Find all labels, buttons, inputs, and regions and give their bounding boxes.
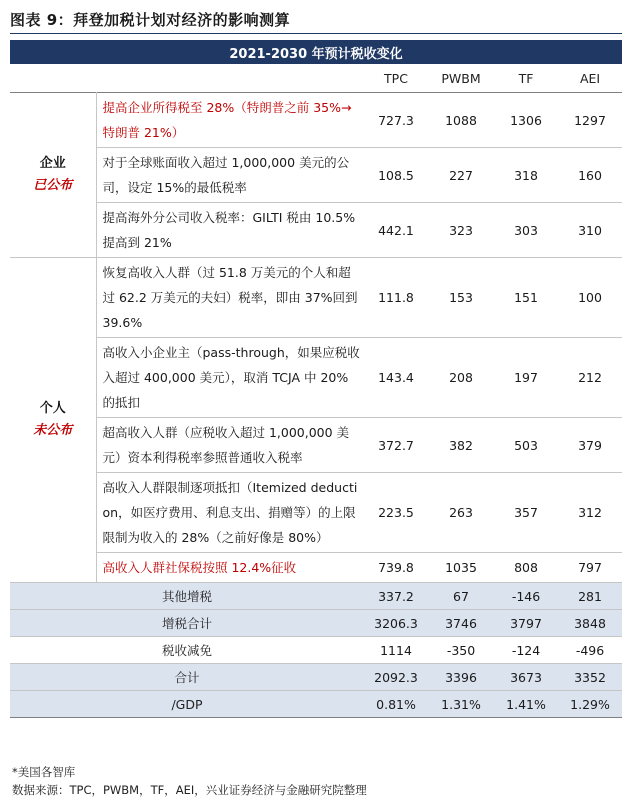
row-description: 对于全球账面收入超过 1,000,000 美元的公司，设定 15%的最低税率 xyxy=(96,148,364,203)
value-tf: 808 xyxy=(494,553,558,583)
column-header-tf: TF xyxy=(518,70,534,86)
column-header-blank xyxy=(10,64,364,93)
value-tpc: 2092.3 xyxy=(364,664,428,691)
table-row xyxy=(10,338,622,418)
value-pwbm: 227 xyxy=(428,148,494,203)
value-tf: 3673 xyxy=(494,664,558,691)
value-tf: 357 xyxy=(494,473,558,553)
column-header-pwbm: PWBM xyxy=(441,70,481,86)
table-row xyxy=(10,148,622,203)
footnote: *美国各智库 xyxy=(12,765,76,779)
group-label: 个人 xyxy=(39,401,66,416)
value-tf: 318 xyxy=(494,148,558,203)
value-tf: 3797 xyxy=(494,610,558,637)
value-tpc: 739.8 xyxy=(364,553,428,583)
data-source: 数据来源：TPC，PWBM，TF，AEI，兴业证券经济与金融研究院整理 xyxy=(12,783,367,797)
value-tpc: 223.5 xyxy=(364,473,428,553)
tax-impact-table xyxy=(10,40,622,718)
value-aei: 1297 xyxy=(558,93,622,148)
title-divider xyxy=(10,33,622,34)
value-tf: 1306 xyxy=(494,93,558,148)
value-pwbm: 3396 xyxy=(428,664,494,691)
row-description: 提高海外分公司收入税率：GILTI 税由 10.5%提高到 21% xyxy=(96,203,364,258)
summary-label: 合计 xyxy=(10,664,364,691)
value-pwbm: 382 xyxy=(428,418,494,473)
value-aei: 310 xyxy=(558,203,622,258)
row-description: 超高收入人群（应税收入超过 1,000,000 美元）资本利得税率参照普通收入税率 xyxy=(96,418,364,473)
value-aei: 212 xyxy=(558,338,622,418)
group-cell-individual xyxy=(10,258,96,583)
column-header-aei: AEI xyxy=(579,70,601,86)
value-aei: 1.29% xyxy=(558,691,622,718)
row-description: 高收入小企业主（pass-through，如果应税收入超过 400,000 美元），取消 TCJA 中 20%的抵扣 xyxy=(96,338,364,418)
group-label: 企业 xyxy=(39,156,66,171)
value-pwbm: 3746 xyxy=(428,610,494,637)
group-status: 未公布 xyxy=(33,423,73,438)
value-pwbm: 1088 xyxy=(428,93,494,148)
summary-row xyxy=(10,691,622,718)
summary-row xyxy=(10,610,622,637)
value-tpc: 0.81% xyxy=(364,691,428,718)
figure-title: 图表 9：拜登加税计划对经济的影响测算 xyxy=(10,11,291,29)
value-tpc: 372.7 xyxy=(364,418,428,473)
table-row xyxy=(10,473,622,553)
value-pwbm: 1035 xyxy=(428,553,494,583)
value-tpc: 1114 xyxy=(364,637,428,664)
value-pwbm: 1.31% xyxy=(428,691,494,718)
row-description: 高收入人群社保税按照 12.4%征收 xyxy=(96,553,364,583)
value-aei: 3848 xyxy=(558,610,622,637)
value-tpc: 442.1 xyxy=(364,203,428,258)
value-aei: 3352 xyxy=(558,664,622,691)
value-pwbm: -350 xyxy=(428,637,494,664)
value-tf: -146 xyxy=(494,583,558,610)
summary-row xyxy=(10,583,622,610)
table-band-header-row xyxy=(10,40,622,64)
summary-label: /GDP xyxy=(10,691,364,718)
value-pwbm: 208 xyxy=(428,338,494,418)
summary-label: 税收减免 xyxy=(10,637,364,664)
value-tpc: 337.2 xyxy=(364,583,428,610)
value-tf: 1.41% xyxy=(494,691,558,718)
value-tf: 151 xyxy=(494,258,558,338)
row-description: 提高企业所得税至 28%（特朗普之前 35%→特朗普 21%） xyxy=(96,93,364,148)
group-status: 已公布 xyxy=(33,178,73,193)
value-tpc: 143.4 xyxy=(364,338,428,418)
band-header: 2021-2030 年预计税收变化 xyxy=(10,40,622,64)
group-cell-corporate xyxy=(10,93,96,258)
value-tpc: 727.3 xyxy=(364,93,428,148)
value-tpc: 111.8 xyxy=(364,258,428,338)
summary-label: 其他增税 xyxy=(10,583,364,610)
summary-row xyxy=(10,664,622,691)
table-row xyxy=(10,418,622,473)
column-header-row xyxy=(10,64,622,93)
value-tf: 197 xyxy=(494,338,558,418)
value-pwbm: 153 xyxy=(428,258,494,338)
value-tf: 503 xyxy=(494,418,558,473)
table-row xyxy=(10,203,622,258)
value-pwbm: 67 xyxy=(428,583,494,610)
value-aei: 797 xyxy=(558,553,622,583)
table-row xyxy=(10,93,622,148)
value-aei: 160 xyxy=(558,148,622,203)
column-header-tpc: TPC xyxy=(384,70,408,86)
value-tpc: 108.5 xyxy=(364,148,428,203)
row-description: 恢复高收入人群（过 51.8 万美元的个人和超过 62.2 万美元的夫妇）税率，即由 37%回到 39.6% xyxy=(96,258,364,338)
summary-label: 增税合计 xyxy=(10,610,364,637)
value-pwbm: 263 xyxy=(428,473,494,553)
value-aei: 281 xyxy=(558,583,622,610)
value-aei: -496 xyxy=(558,637,622,664)
value-tf: -124 xyxy=(494,637,558,664)
table-row xyxy=(10,258,622,338)
value-tf: 303 xyxy=(494,203,558,258)
summary-row xyxy=(10,637,622,664)
value-pwbm: 323 xyxy=(428,203,494,258)
value-aei: 379 xyxy=(558,418,622,473)
value-aei: 100 xyxy=(558,258,622,338)
table-row xyxy=(10,553,622,583)
value-aei: 312 xyxy=(558,473,622,553)
row-description: 高收入人群限制逐项抵扣（Itemized deduction，如医疗费用、利息支出、捐赠等）的上限限制为收入的 28%（之前好像是 80%） xyxy=(96,473,364,553)
value-tpc: 3206.3 xyxy=(364,610,428,637)
